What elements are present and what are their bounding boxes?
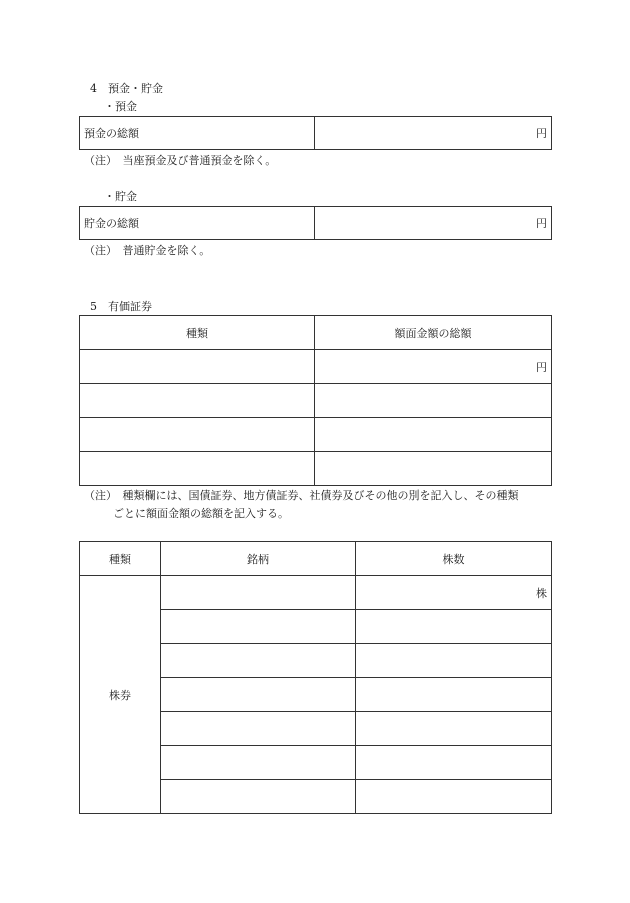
- brand-cell[interactable]: [161, 712, 356, 746]
- brand-cell[interactable]: [161, 678, 356, 712]
- shares-cell[interactable]: [356, 780, 552, 814]
- yen-unit: 円: [536, 360, 547, 374]
- type-cell[interactable]: [80, 418, 315, 452]
- shares-cell[interactable]: [356, 746, 552, 780]
- face-value-cell[interactable]: [315, 384, 552, 418]
- securities-note-line-1: （注） 種類欄には、国債証券、地方債証券、社債券及びその他の別を記入し、その種類: [84, 489, 519, 502]
- stock-table: [79, 541, 552, 814]
- stock-category-cell: 株券: [80, 576, 161, 814]
- deposit-total-label: 預金の総額: [80, 117, 315, 150]
- shares-cell[interactable]: [356, 678, 552, 712]
- face-value-cell[interactable]: [315, 452, 552, 486]
- savings-total-value[interactable]: [315, 207, 552, 240]
- type-cell[interactable]: [80, 384, 315, 418]
- savings-note: （注） 普通貯金を除く。: [84, 244, 211, 257]
- shares-cell[interactable]: [356, 610, 552, 644]
- savings-unit: 円: [536, 217, 547, 230]
- header-type: 種類: [80, 316, 315, 350]
- shares-unit: 株: [536, 586, 547, 600]
- header-face-value-total: 額面金額の総額: [315, 316, 552, 350]
- section-4-heading: 4 預金・貯金: [90, 82, 163, 95]
- section-5-heading: 5 有価証券: [90, 300, 152, 313]
- face-value-cell[interactable]: [315, 418, 552, 452]
- savings-subheading: ・貯金: [104, 190, 137, 203]
- shares-cell[interactable]: [356, 644, 552, 678]
- deposit-total-value[interactable]: [315, 117, 552, 150]
- type-cell[interactable]: [80, 452, 315, 486]
- savings-table: [79, 206, 552, 240]
- deposit-unit: 円: [536, 127, 547, 140]
- brand-cell[interactable]: [161, 780, 356, 814]
- brand-cell[interactable]: [161, 644, 356, 678]
- header-brand: 銘柄: [161, 542, 356, 576]
- brand-cell[interactable]: [161, 746, 356, 780]
- header-shares: 株数: [356, 542, 552, 576]
- brand-cell[interactable]: [161, 610, 356, 644]
- shares-cell[interactable]: [356, 712, 552, 746]
- securities-note-line-2: ごとに額面金額の総額を記入する。: [113, 507, 289, 520]
- deposit-subheading: ・預金: [104, 100, 137, 113]
- securities-face-value-table: [79, 315, 552, 486]
- header-type: 種類: [80, 542, 161, 576]
- deposit-table: [79, 116, 552, 150]
- savings-total-label: 貯金の総額: [80, 207, 315, 240]
- brand-cell[interactable]: [161, 576, 356, 610]
- deposit-note: （注） 当座預金及び普通預金を除く。: [84, 154, 277, 167]
- face-value-cell[interactable]: [315, 350, 552, 384]
- shares-cell[interactable]: [356, 576, 552, 610]
- type-cell[interactable]: [80, 350, 315, 384]
